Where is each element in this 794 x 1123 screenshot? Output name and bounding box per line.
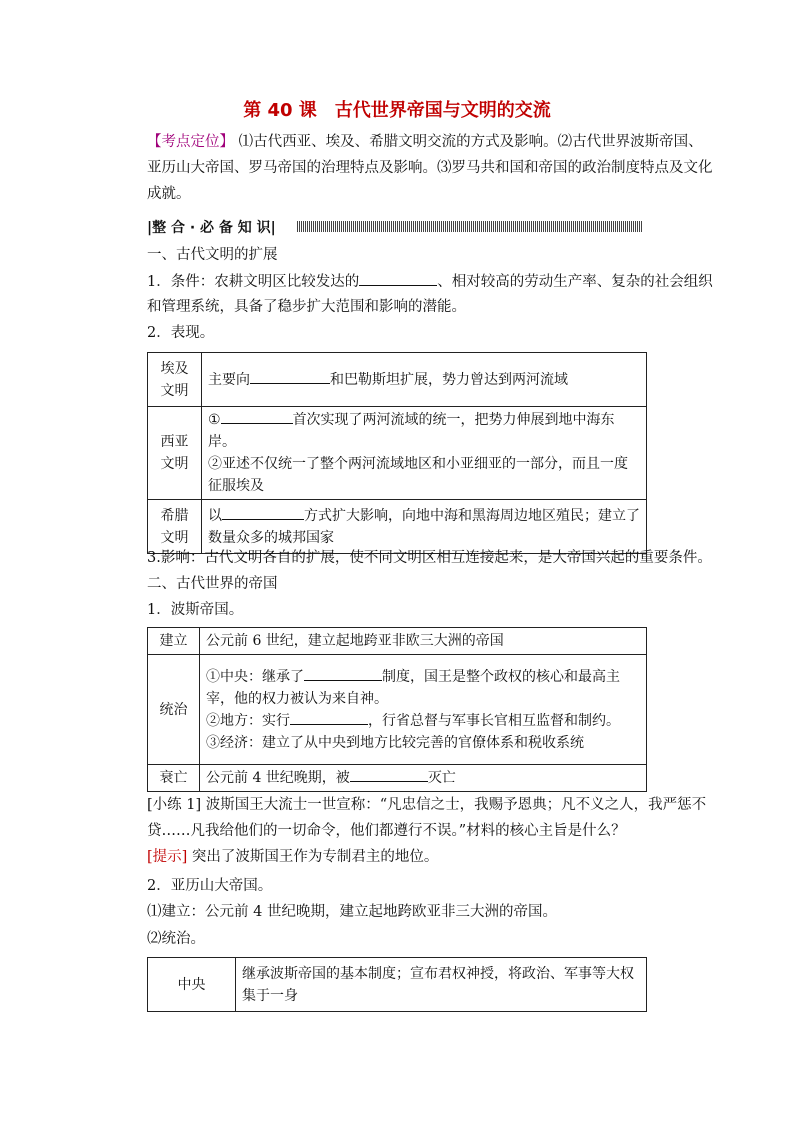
section-bar: |整 合 · 必 备 知 识| [147, 220, 276, 236]
fill-blank [359, 271, 437, 286]
table-row [148, 655, 647, 765]
expansion-table [147, 352, 647, 554]
kaodian-line-1: 【考点定位】 ⑴古代西亚、埃及、希腊文明交流的方式及影响。⑵古代世界波斯帝国、 [147, 134, 703, 150]
row-label: 中央 [148, 958, 236, 1012]
row-label: 西亚文明 [148, 407, 202, 500]
kaodian-line-3: 成就。 [147, 186, 191, 202]
s1-cond-line-2: 和管理系统，具备了稳步扩大范围和影响的潜能。 [147, 299, 466, 315]
fill-blank [250, 369, 330, 384]
table-row [148, 407, 647, 500]
s1-item-2: 2．表现。 [147, 325, 215, 341]
row-content: ①中央：继承了 制度，国王是整个政权的核心和最高主宰，他的权力被认为来自神。 ②地方：实行 ，行省总督与军事长官相互监督和制约。 ③经济：建立了从中央到地方比较完善的官僚体系和税收系统 [200, 655, 647, 765]
fill-blank [350, 767, 428, 782]
row-content: 以 方式扩大影响，向地中海和黑海周边地区殖民；建立了数量众多的城邦国家 [202, 500, 647, 554]
row-content: 公元前 4 世纪晚期，被 灭亡 [200, 765, 647, 792]
fill-blank [290, 710, 368, 725]
s1-heading: 一、古代文明的扩展 [147, 247, 278, 263]
row-label: 统治 [148, 655, 200, 765]
hint-line: [提示] 突出了波斯国王作为专制君主的地位。 [147, 849, 439, 865]
fill-blank [221, 409, 293, 424]
s2-item-2: 2．亚历山大帝国。 [147, 878, 273, 894]
page-title: 第 40 课 古代世界帝国与文明的交流 [243, 100, 551, 121]
kaodian-line-2: 亚历山大帝国、罗马帝国的治理特点及影响。⑶罗马共和国和帝国的政治制度特点及文化 [147, 160, 713, 176]
table-row [148, 353, 647, 407]
table-row [148, 500, 647, 554]
practice-line-1: [小练 1] 波斯国王大流士一世宣称：“凡忠信之士，我赐予恩典；凡不义之人，我严惩不 [147, 797, 707, 813]
row-content: ① 首次实现了两河流域的统一，把势力伸展到地中海东岸。 ②亚述不仅统一了整个两河流域地区和小亚细亚的一部分，而且一度征服埃及 [202, 407, 647, 500]
table-row [148, 765, 647, 792]
row-label: 希腊文明 [148, 500, 202, 554]
s1-item-3: 3.影响：古代文明各自的扩展，使不同文明区相互连接起来，是大帝国兴起的重要条件。 [147, 550, 712, 566]
section-bar-hatch [297, 221, 643, 232]
row-label: 建立 [148, 628, 200, 655]
row-content: 继承波斯帝国的基本制度；宣布君权神授，将政治、军事等大权集于一身 [236, 958, 647, 1012]
alex-build: ⑴建立：公元前 4 世纪晚期，建立起地跨欧亚非三大洲的帝国。 [147, 904, 557, 920]
alexander-table [147, 957, 647, 1012]
row-content: 主要向 和巴勒斯坦扩展，势力曾达到两河流域 [202, 353, 647, 407]
alex-rule: ⑵统治。 [147, 931, 205, 947]
s2-heading: 二、古代世界的帝国 [147, 576, 278, 592]
hint-label: [提示] [147, 849, 188, 865]
table-row [148, 958, 647, 1012]
fill-blank [222, 505, 304, 520]
s1-cond-line-1: 1．条件：农耕文明区比较发达的 、相对较高的劳动生产率、复杂的社会组织 [147, 271, 713, 292]
practice-line-2: 贷……凡我给他们的一切命令，他们都遵行不误。”材料的核心主旨是什么？ [147, 823, 626, 839]
fill-blank [304, 666, 382, 681]
table-row [148, 628, 647, 655]
s2-item-1: 1．波斯帝国。 [147, 602, 244, 618]
kaodian-label: 【考点定位】 [147, 134, 234, 150]
persia-table [147, 627, 647, 792]
row-content: 公元前 6 世纪，建立起地跨亚非欧三大洲的帝国 [200, 628, 647, 655]
row-label: 埃及文明 [148, 353, 202, 407]
row-label: 衰亡 [148, 765, 200, 792]
